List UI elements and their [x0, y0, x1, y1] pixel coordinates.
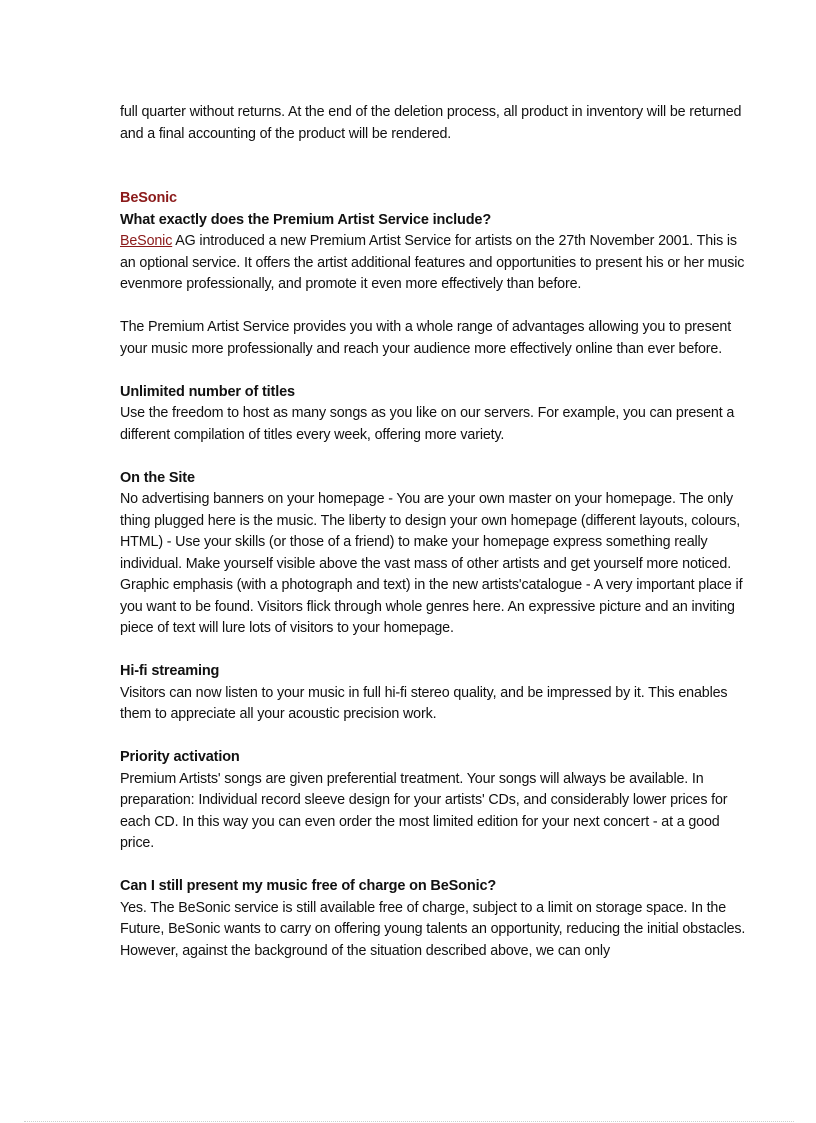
faq-question-premium-service: What exactly does the Premium Artist Service include?	[120, 211, 492, 228]
spacer	[120, 360, 746, 382]
besonic-link[interactable]: BeSonic	[120, 233, 173, 249]
page-bottom-divider	[24, 1121, 794, 1122]
spacer	[120, 296, 746, 318]
priority-activation-paragraph: Premium Artists' songs are given preferential treatment. Your songs will always be available. In preparation: Individual record sleeve design for your artists' CDs, and considerably lower prices for each CD. In this way you can even order the most limited edition for your next concert - at a good price.	[120, 770, 728, 851]
heading-hifi-streaming: Hi-fi streaming	[120, 663, 220, 679]
hifi-streaming-paragraph: Visitors can now listen to your music in full hi-fi stereo quality, and be impressed by it. This enables them to appreciate all your acoustic precision work.	[120, 684, 728, 722]
heading-on-the-site: On the Site	[120, 469, 195, 486]
section-title: BeSonic	[120, 190, 177, 206]
spacer	[120, 640, 746, 662]
page-content	[120, 102, 746, 962]
heading-unlimited-titles: Unlimited number of titles	[120, 383, 295, 400]
unlimited-titles-paragraph: Use the freedom to host as many songs as you like on our servers. For example, you can present a different compilation of titles every week, offering more variety.	[120, 405, 735, 443]
intro-paragraph: full quarter without returns. At the end of the deletion process, all product in inventory will be returned and a final accounting of the product will be rendered.	[120, 104, 742, 142]
spacer	[120, 145, 746, 188]
spacer	[120, 726, 746, 748]
spacer	[120, 855, 746, 877]
premium-service-text: AG introduced a new Premium Artist Service for artists on the 27th November 2001. This is an optional service. It offers the artist additional features and opportunities to present his or her music evenmore professionally, and promote it even more effectively than before.	[120, 233, 745, 292]
premium-service-paragraph	[120, 231, 746, 296]
spacer	[120, 446, 746, 468]
free-of-charge-paragraph: Yes. The BeSonic service is still available free of charge, subject to a limit on storage space. In the Future, BeSonic wants to carry on offering young talents an opportunity, reducing the initial obstacles. However, against the background of the situation described above, we can only	[120, 899, 746, 959]
on-the-site-paragraph: No advertising banners on your homepage - You are your own master on your homepage. The only thing plugged here is the music. The liberty to design your own homepage (different layouts, colours, HTML) - Use your skills (or those of a friend) to make your homepage express something really individual. Make yourself visible above the vast mass of other artists and get yourself more noticed. Graphic emphasis (with a photograph and text) in the new artists'catalogue - A very important place if you want to be found. Visitors flick through whole genres here. An expressive picture and an inviting piece of text will lure lots of visitors to your homepage.	[120, 491, 743, 636]
faq-question-free-of-charge: Can I still present my music free of charge on BeSonic?	[120, 878, 497, 894]
heading-priority-activation: Priority activation	[120, 749, 240, 765]
advantages-paragraph: The Premium Artist Service provides you with a whole range of advantages allowing you to present your music more professionally and reach your audience more effectively online than ever before.	[120, 319, 732, 357]
